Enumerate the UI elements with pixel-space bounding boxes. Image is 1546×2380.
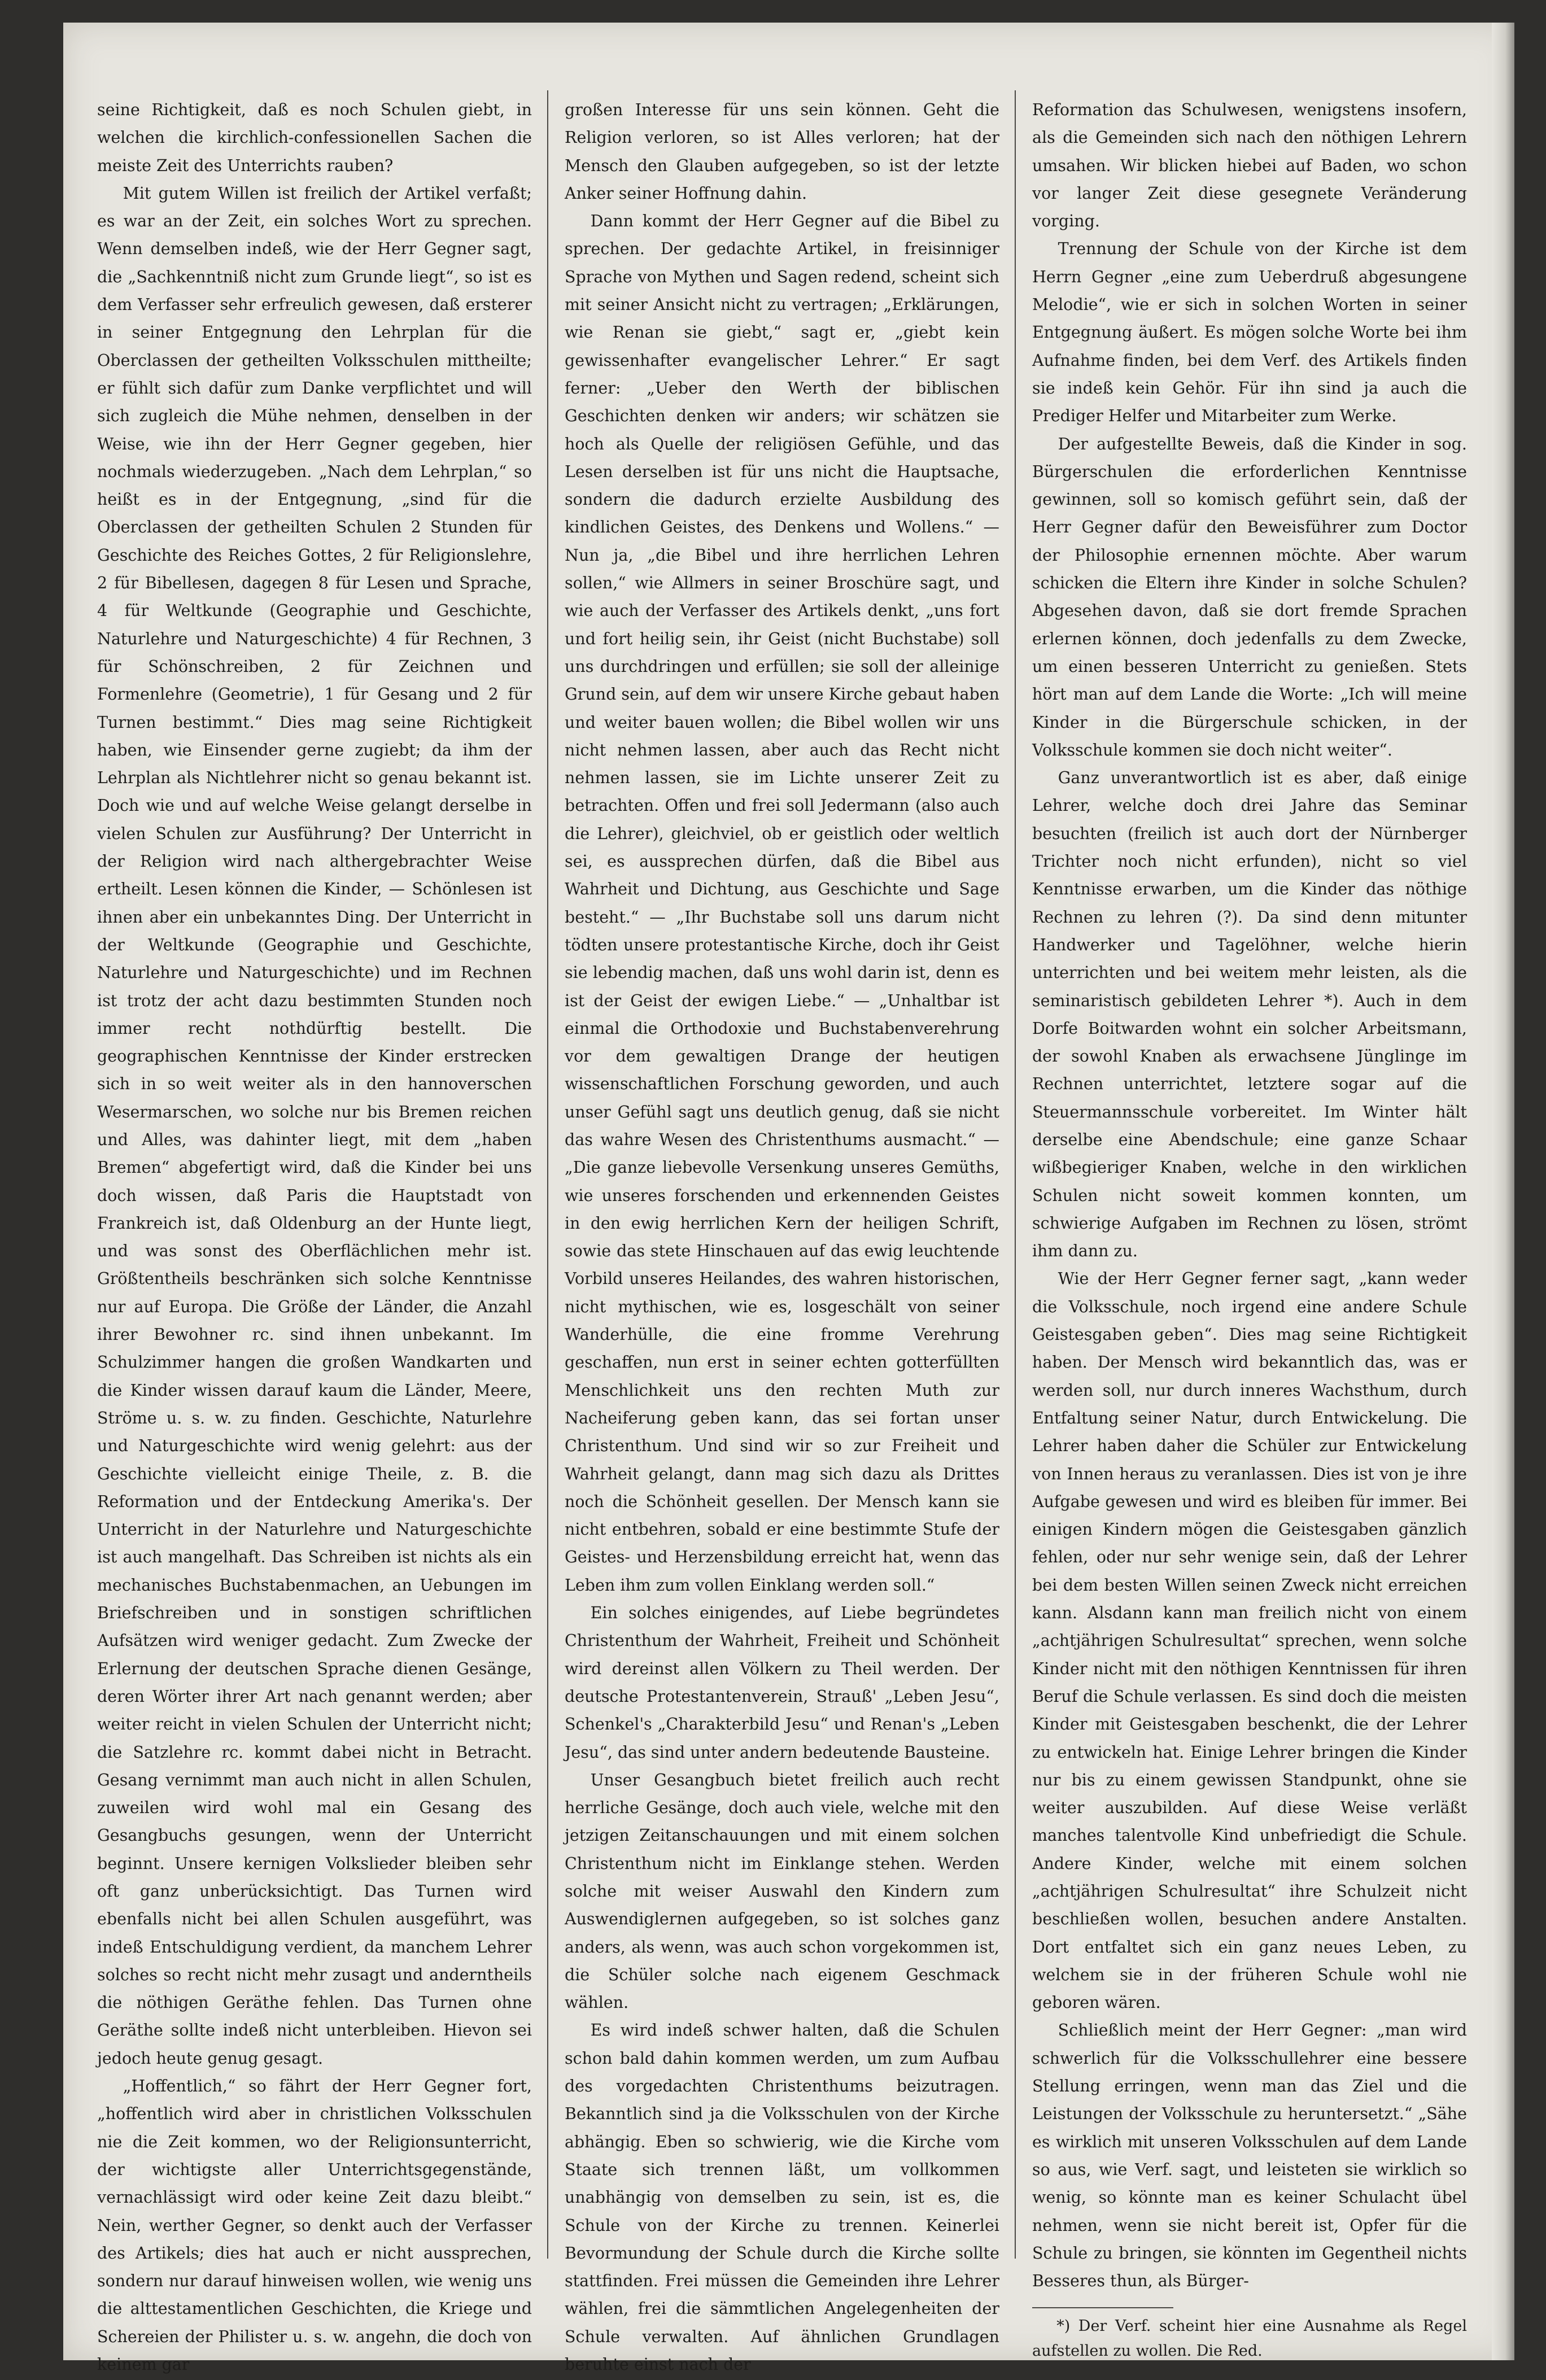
paragraph: „Hoffentlich,“ so fährt der Herr Gegner fort, „hoffentlich wird aber in christlichen Volksschulen nie die Zeit kommen, wo der Religionsunterricht, der wichtigste aller Unterrichtsgegenstände, vernachlässigt wird oder keine Zeit dazu bleibt.“ Nein, werther Gegner, so denkt auch der Verfasser des Artikels; dies hat auch er nicht aussprechen, sondern nur darauf hinweisen wollen, wie wenig uns die alttestamentlichen Geschichten, die Kriege und Schereien der Philister u. s. w. angehn, die doch von keinem gar xyxy=(97,2077,532,2374)
paragraph: Trennung der Schule von der Kirche ist dem Herrn Gegner „eine zum Ueberdruß abgesungene Melodie“, wie er sich in solchen Worten in seiner Entgegnung äußert. Es mögen solche Worte bei ihm Aufnahme finden, bei dem Verf. des Artikels finden sie indeß kein Gehör. Für ihn sind ja auch die Prediger Helfer und Mitarbeiter zum Werke. xyxy=(1032,239,1467,426)
text-column-3 xyxy=(1032,96,1467,2360)
paragraph: Wie der Herr Gegner ferner sagt, „kann weder die Volksschule, noch irgend eine andere Schule Geistesgaben geben“. Dies mag seine Richtigkeit haben. Der Mensch wird bekanntlich das, was er werden soll, nur durch inneres Wachsthum, durch Entfaltung seiner Natur, durch Entwickelung. Die Lehrer haben daher die Schüler zur Entwickelung von Innen heraus zu veranlassen. Dies ist von je ihre Aufgabe gewesen und wird es bleiben für immer. Bei einigen Kindern mögen die Geistesgaben gänzlich fehlen, oder nur sehr wenige sein, daß der Lehrer bei dem besten Willen seinen Zweck nicht erreichen kann. Alsdann kann man freilich nicht von einem „achtjährigen Schulresultat“ sprechen, wenn solche Kinder nicht mit den nöthigen Kenntnissen für ihren Beruf die Schule verlassen. Es sind doch die meisten Kinder mit Geistesgaben beschenkt, die der Lehrer zu entwickeln hat. Einige Lehrer bringen die Kinder nur bis zu einem gewissen Standpunkt, ohne sie weiter auszubilden. Auf diese Weise verläßt manches talentvolle Kind unbefriedigt die Schule. Andere Kinder, welche mit einem solchen „achtjährigen Schulresultat“ ihre Schulzeit nicht beschließen wollen, besuchen andere Anstalten. Dort entfaltet sich ein ganz neues Leben, zu welchem sie in der früheren Schule wohl nie geboren wären. xyxy=(1032,1269,1467,2012)
paragraph: Es wird indeß schwer halten, daß die Schulen schon bald dahin kommen werden, um zum Aufbau des vorgedachten Christenthums beizutragen. Bekanntlich sind ja die Volksschulen von der Kirche abhängig. Eben so schwierig, wie die Kirche vom Staate sich trennen läßt, um vollkommen unabhängig von demselben zu sein, ist es, die Schule von der Kirche zu trennen. Keinerlei Bevormundung der Schule durch die Kirche sollte stattfinden. Frei müssen die Gemeinden ihre Lehrer wählen, frei die sämmtlichen Angelegenheiten der Schule verwalten. Auf ähnlichen Grundlagen beruhte einst nach der xyxy=(565,2021,999,2374)
footnote-divider xyxy=(1032,2307,1173,2308)
paragraph: Der aufgestellte Beweis, daß die Kinder in sog. Bürgerschulen die erforderlichen Kenntnisse gewinnen, soll so komisch geführt sein, daß der Herr Gegner dafür den Beweisführer zum Doctor der Philosophie ernennen möchte. Aber warum schicken die Eltern ihre Kinder in solche Schulen? Abgesehen davon, daß sie dort fremde Sprachen erlernen können, doch jedenfalls zu dem Zwecke, um einen besseren Unterricht zu genießen. Stets hört man auf dem Lande die Worte: „Ich will meine Kinder in die Bürgerschule schicken, in der Volksschule kommen sie doch nicht weiter“. xyxy=(1032,434,1467,759)
paragraph: Ganz unverantwortlich ist es aber, daß einige Lehrer, welche doch drei Jahre das Seminar besuchten (freilich ist auch dort der Nürnberger Trichter noch nicht erfunden), nicht so viel Kenntnisse erwarben, um die Kinder das nöthige Rechnen zu lehren (?). Da sind denn mitunter Handwerker und Tagelöhner, welche hierin unterrichten und bei weitem mehr leisten, als die seminaristisch gebildeten Lehrer *). Auch in dem Dorfe Boitwarden wohnt ein solcher Arbeitsmann, der sowohl Knaben als erwachsene Jünglinge im Rechnen unterrichtet, letztere sogar auf die Steuermannsschule vorbereitet. Im Winter hält derselbe eine Abendschule; eine ganze Schaar wißbegieriger Knaben, welche in den wirklichen Schulen nicht soweit kommen konnten, um schwierige Aufgaben im Rechnen zu lösen, strömt ihm dann zu. xyxy=(1032,768,1467,1261)
paragraph: großen Interesse für uns sein können. Geht die Religion verloren, so ist Alles verloren; hat der Mensch den Glauben aufgegeben, so ist der letzte Anker seiner Hoffnung dahin. xyxy=(565,101,999,203)
paragraph: Reformation das Schulwesen, wenigstens insofern, als die Gemeinden sich nach den nöthigen Lehrern umsahen. Wir blicken hiebei auf Baden, wo schon vor langer Zeit diese gesegnete Veränderung vorging. xyxy=(1032,101,1467,231)
newspaper-page xyxy=(63,23,1514,2374)
paragraph: Schließlich meint der Herr Gegner: „man wird schwerlich für die Volksschullehrer eine bessere Stellung erringen, wenn man das Ziel und die Leistungen der Volksschule zu heruntersetzt.“ „Sähe es wirklich mit unseren Volksschulen auf dem Lande so aus, wie Verf. sagt, und leisteten sie wirklich so wenig, so könnte man es keiner Schulacht übel nehmen, wenn sie nicht bereit ist, Opfer für die Schule zu bringen, sie könnten im Gegentheil nichts Besseres thun, als Bürger- xyxy=(1032,2021,1467,2291)
column-divider-1 xyxy=(547,90,548,2259)
paragraph: Ein solches einigendes, auf Liebe begründetes Christenthum der Wahrheit, Freiheit und Schönheit wird dereinst allen Völkern zu Theil werden. Der deutsche Protestantenverein, Strauß' „Leben Jesu“, Schenkel's „Charakterbild Jesu“ und Renan's „Leben Jesu“, das sind unter andern bedeutende Bausteine. xyxy=(565,1604,999,1762)
paragraph: Dann kommt der Herr Gegner auf die Bibel zu sprechen. Der gedachte Artikel, in freisinniger Sprache von Mythen und Sagen redend, scheint sich mit seiner Ansicht nicht zu vertragen; „Erklärungen, wie Renan sie giebt,“ sagt er, „giebt kein gewissenhafter evangelischer Lehrer.“ Er sagt ferner: „Ueber den Werth der biblischen Geschichten denken wir anders; wir schätzen sie hoch als Quelle der religiösen Gefühle, und das Lesen derselben ist für uns nicht die Hauptsache, sondern die dadurch erzielte Ausbildung des kindlichen Geistes, des Denkens und Wollens.“ — Nun ja, „die Bibel und ihre herrlichen Lehren sollen,“ wie Allmers in seiner Broschüre sagt, und wie auch der Verfasser des Artikels denkt, „uns fort und fort heilig sein, ihr Geist (nicht Buchstabe) soll uns durchdringen und erfüllen; sie soll der alleinige Grund sein, auf dem wir unsere Kirche gebaut haben und weiter bauen wollen; die Bibel wollen wir uns nicht nehmen lassen, aber auch das Recht nicht nehmen lassen, sie im Lichte unserer Zeit zu betrachten. Offen und frei soll Jedermann (also auch die Lehrer), gleichviel, ob er geistlich oder weltlich sei, es aussprechen dürfen, daß die Bibel aus Wahrheit und Dichtung, aus Geschichte und Sage besteht.“ — „Ihr Buchstabe soll uns darum nicht tödten unsere protestantische Kirche, doch ihr Geist sie lebendig machen, daß uns wohl darin ist, denn es ist der Geist der ewigen Liebe.“ — „Unhaltbar ist einmal die Orthodoxie und Buchstabenverehrung vor dem gewaltigen Drange der heutigen wissenschaftlichen Forschung geworden, und auch unser Gefühl sagt uns deutlich genug, daß sie nicht das wahre Wesen des Christenthums ausmacht.“ — „Die ganze liebevolle Versenkung unseres Gemüths, wie unseres forschenden und erkennenden Geistes in den ewig herrlichen Kern der heiligen Schrift, sowie das stete Hinschauen auf das ewig leuchtende Vorbild unseres Heilandes, des wahren historischen, nicht mythischen, wie es, losgeschält von seiner Wanderhülle, die eine fromme Verehrung geschaffen, nun erst in seiner echten gotterfüllten Menschlichkeit uns den rechten Muth zur Nacheiferung geben kann, das sei fortan unser Christenthum. Und sind wir so zur Freiheit und Wahrheit gelangt, dann mag sich dazu als Drittes noch die Schönheit gesellen. Der Mensch kann sie nicht entbehren, sobald er eine bestimmte Stufe der Geistes- und Herzensbildung erreicht hat, wenn das Leben ihm zum vollen Einklang werden soll.“ xyxy=(565,212,999,1595)
paragraph: Mit gutem Willen ist freilich der Artikel verfaßt; es war an der Zeit, ein solches Wort zu sprechen. Wenn demselben indeß, wie der Herr Gegner sagt, die „Sachkenntniß nicht zum Grunde liegt“, so ist es dem Verfasser sehr erfreulich gewesen, daß ersterer in seiner Entgegnung den Lehrplan für die Oberclassen der getheilten Volksschulen mittheilte; er fühlt sich dafür zum Danke verpflichtet und will sich zugleich die Mühe nehmen, denselben in der Weise, wie ihn der Herr Gegner gegeben, hier nochmals wiederzugeben. „Nach dem Lehrplan,“ so heißt es in der Entgegnung, „sind für die Oberclassen der getheilten Schulen 2 Stunden für Geschichte des Reiches Gottes, 2 für Religionslehre, 2 für Bibellesen, dagegen 8 für Lesen und Sprache, 4 für Weltkunde (Geographie und Geschichte, Naturlehre und Naturgeschichte) 4 für Rechnen, 3 für Schönschreiben, 2 für Zeichnen und Formenlehre (Geometrie), 1 für Gesang und 2 für Turnen bestimmt.“ Dies mag seine Richtigkeit haben, wie Einsender gerne zugiebt; da ihm der Lehrplan als Nichtlehrer nicht so genau bekannt ist. Doch wie und auf welche Weise gelangt derselbe in vielen Schulen zur Ausführung? Der Unterricht in der Religion wird nach althergebrachter Weise ertheilt. Lesen können die Kinder, — Schönlesen ist ihnen aber ein unbekanntes Ding. Der Unterricht in der Weltkunde (Geographie und Geschichte, Naturlehre und Naturgeschichte) und im Rechnen ist trotz der acht dazu bestimmten Stunden noch immer recht nothdürftig bestellt. Die geographischen Kenntnisse der Kinder erstrecken sich in so weit weiter als in den hannoverschen Wesermarschen, wo solche nur bis Bremen reichen und Alles, was dahinter liegt, mit dem „haben Bremen“ abgefertigt wird, daß die Kinder bei uns doch wissen, daß Paris die Hauptstadt von Frankreich ist, daß Oldenburg an der Hunte liegt, und was sonst des Oberflächlichen mehr ist. Größtentheils beschränken sich solche Kenntnisse nur auf Europa. Die Größe der Länder, die Anzahl ihrer Bewohner rc. sind ihnen unbekannt. Im Schulzimmer hangen die großen Wandkarten und die Kinder wissen darauf kaum die Länder, Meere, Ströme u. s. w. zu finden. Geschichte, Naturlehre und Naturgeschichte wird wenig gelehrt: aus der Geschichte vielleicht einige Theile, z. B. die Reformation und der Entdeckung Amerika's. Der Unterricht in der Naturlehre und Naturgeschichte ist auch mangelhaft. Das Schreiben ist nichts als ein mechanisches Buchstabenmachen, an Uebungen im Briefschreiben und in sonstigen schriftlichen Aufsätzen wird weniger gedacht. Zum Zwecke der Erlernung der deutschen Sprache dienen Gesänge, deren Wörter ihrer Art nach genannt werden; aber weiter reicht in vielen Schulen der Unterricht nicht; die Satzlehre rc. kommt dabei nicht in Betracht. Gesang vernimmt man auch nicht in allen Schulen, zuweilen wird wohl mal ein Gesang des Gesangbuchs gesungen, wenn der Unterricht beginnt. Unsere kernigen Volkslieder bleiben sehr oft ganz unberücksichtigt. Das Turnen wird ebenfalls nicht bei allen Schulen ausgeführt, was indeß Entschuldigung verdient, da manchem Lehrer solches so recht nicht mehr zusagt und anderntheils die nöthigen Geräthe fehlen. Das Turnen ohne Geräthe sollte indeß nicht unterbleiben. Hievon sei jedoch heute genug gesagt. xyxy=(97,184,532,2068)
text-column-1 xyxy=(97,96,532,2374)
text-column-2 xyxy=(565,96,999,2374)
column-divider-2 xyxy=(1015,90,1016,2259)
paragraph: seine Richtigkeit, daß es noch Schulen giebt, in welchen die kirchlich-confessionellen Sachen die meiste Zeit des Unterrichts rauben? xyxy=(97,101,532,175)
paragraph: Unser Gesangbuch bietet freilich auch recht herrliche Gesänge, doch auch viele, welche mit den jetzigen Zeitanschauungen und mit einem solchen Christenthum nicht im Einklange stehen. Werden solche mit weiser Auswahl den Kindern zum Auswendiglernen aufgegeben, so ist solches ganz anders, als wenn, was auch schon vorgekommen ist, die Schüler solche nach eigenem Geschmack wählen. xyxy=(565,1770,999,2012)
footnote: *) Der Verf. scheint hier eine Ausnahme als Regel aufstellen zu wollen. Die Red. xyxy=(1032,2317,1467,2360)
page-edge xyxy=(1492,23,1514,2360)
